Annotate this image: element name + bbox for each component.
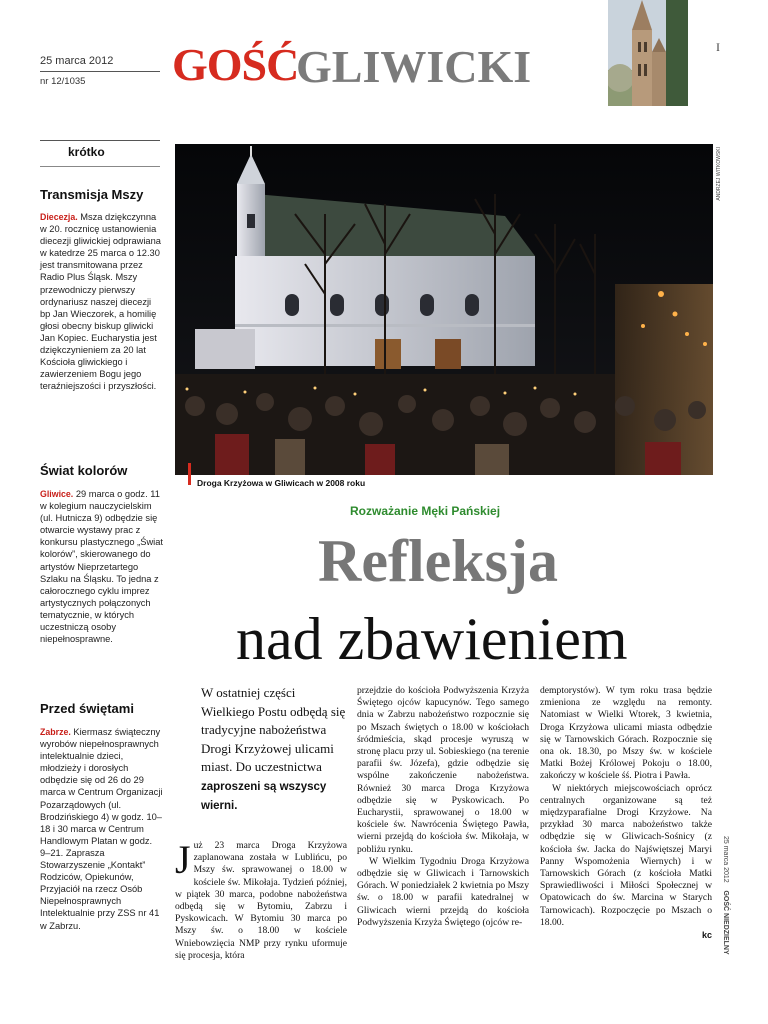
brief-text-przed: Zabrze. Kiermasz świąteczny wyrobów niepełnosprawnych intelektualnie dzieci, młodzieży i dorosłych odbędzie się od 26 do 29 marca w Centrum Organizacji Pozarządowych (ul. Brodzińskiego 4) w godz. 10–18 i 30 marca w Centrum Handlowym Platan w godz. 9–21. Zaprasza Stowarzyszenie „Kontakt” Rodziców, Opiekunów, Przyjaciół na rzecz Osób Niepełnosprawnych Intelektualnie przy ZSS nr 41 w Zabrzu. bbox=[40, 727, 163, 931]
brief-place: Diecezja. bbox=[40, 212, 78, 222]
brief-title-przed: Przed świętami bbox=[40, 701, 134, 716]
left-top-divider bbox=[40, 140, 160, 141]
side-footer bbox=[722, 836, 729, 955]
headline-line-1: Refleksja bbox=[318, 528, 558, 594]
section-label: krótko bbox=[68, 145, 105, 159]
masthead-gosc: GOŚĆ bbox=[172, 39, 299, 90]
headline-line-2: nad zbawieniem bbox=[236, 606, 628, 672]
page-number: I bbox=[716, 40, 720, 54]
brief-text-swiat: Gliwice. 29 marca o godz. 11 w kolegium nauczycielskim (ul. Hutnicza 9) odbędzie się otwarcie wystawy prac z konkursu plastycznego „Świat kolorów”, skierowanego do artystów Nieprzetartego Szlaku na Śląsku. To jedna z całorocznego cyklu imprez artystycznych połączonych tematycznie, w których uczestniczą osoby niepełnosprawne. bbox=[40, 489, 163, 645]
masthead-gliwicki: GLIWICKI bbox=[296, 41, 532, 92]
header-divider bbox=[40, 71, 160, 72]
article-lead: W ostatniej części Wielkiego Postu odbędą się tradycyjne nabożeństwa Drogi Krzyżowej ulicami miast. Do uczestnictwa zaproszeni są wszyscy wierni. bbox=[201, 685, 346, 812]
brief-place: Gliwice. bbox=[40, 489, 74, 499]
main-photo bbox=[175, 144, 713, 475]
section-divider bbox=[40, 166, 160, 167]
church-thumbnail bbox=[608, 0, 688, 106]
brief-text-transmisja: Diecezja. Msza dziękczynna w 20. rocznicę ustanowienia diecezji gliwickiej odprawiana w katedrze 25 marca o 12.30 jest transmitowana przez Radio Plus Śląsk. Mszy przewodniczy pierwszy ordynariusz naszej diecezji bp Jan Wieczorek, a homilię głosi obecny biskup gliwicki Jan Kopiec. Eucharystia jest dziękczynieniem za 20 lat Kościoła gliwickiego i zawierzeniem Bogu jego teraźniejszości i przyszłości. bbox=[40, 212, 161, 392]
article-column-1: Już 23 marca Droga Krzyżowa zaplanowana została w Lublińcu, po Mszy św. sprawowanej o 18.00 w kościele św. Mikołaja. Tydzień później, w piątek 30 marca, podobne nabożeństwa odbędą się w Bytomiu, Zabrzu i Pyskowicach. W Bytomiu 30 marca po Mszy św. o 18.00 w kościele Wniebowzięcia NMP przy rynku uformuje się procesja, która bbox=[175, 837, 347, 961]
photo-credit: ANDRZEJ WITKOWSKI bbox=[716, 147, 722, 201]
issue-number: nr 12/1035 bbox=[40, 76, 86, 87]
article-column-2: przejdzie do kościoła Podwyższenia Krzyża Świętego ojców kapucynów. Tego samego dnia w Zabrzu nabożeństwo rozpocznie się po Mszach świętych o 18.00 w kościołach śródmieścia, skąd procesje wyruszą w stronę placu przy ul. Sobieskiego (na terenie parafii św. Józefa), gdzie odbędzie się wspólne zakończenie nabożeństwa. Również 30 marca Droga Krzyżowa odbędzie się w Pyskowicach. Po Eucharystii, sprawowanej o 18.00 w kościele św. Nawrócenia Świętego Pawła, wierni przejdą do kościoła św. Mikołaja, w pobliżu rynku. W Wielkim Tygodniu Droga Krzyżowa odbędzie się w Gliwicach i Tarnowskich Górach. W poniedziałek 2 kwietnia po Mszy św. o 18.00 w parafii katedralnej w Gliwicach wierni przejdą do kościoła Podwyższenia Krzyża Świętego (ojców re- bbox=[357, 685, 529, 928]
side-date: 25 marca 2012 bbox=[722, 836, 729, 883]
article-signature: kc bbox=[701, 930, 712, 941]
photo-caption: Droga Krzyżowa w Gliwicach w 2008 roku bbox=[197, 478, 366, 488]
brief-place: Zabrze. bbox=[40, 727, 71, 737]
lead-bold: zaproszeni są wszyscy wierni. bbox=[201, 780, 327, 812]
brief-title-transmisja: Transmisja Mszy bbox=[40, 187, 144, 202]
side-brand: GOŚĆ NIEDZIELNY bbox=[722, 890, 729, 955]
article-column-3: demptorystów). W tym roku trasa będzie zmieniona ze względu na remonty. Natomiast w Wielki Wtorek, 3 kwietnia, Droga Krzyżowa ulicami miasta odbędzie się w Tarnowskich Górach. Rozpocznie się ona ok. 18.30, po Mszy św. w kościele Matki Bożej Królowej Pokoju o 18.00, zakończy w kościele śś. Piotra i Pawła. W niektórych miejscowościach oprócz centralnych organizowane są też międzyparafialne Drogi Krzyżowe. Na przykład 30 marca nabożeństwo także odbędzie się w Gliwicach-Sośnicy (z kościoła św. Jacka do Najświętszej Maryi Panny Wspomożenia Wiernych) i w Tarnowskich Górach (z kościoła Matki Sprawiedliwości i Miłości Społecznej w Opatowicach do św. Marcina w Starych Tarnowicach). Rozpoczęcie po Mszach o 18.00. kc bbox=[540, 685, 712, 941]
issue-date: 25 marca 2012 bbox=[40, 55, 114, 67]
caption-accent bbox=[188, 463, 191, 485]
article-kicker: Rozważanie Męki Pańskiej bbox=[350, 504, 501, 518]
drop-cap: J bbox=[175, 837, 191, 882]
brief-title-swiat: Świat kolorów bbox=[40, 463, 128, 478]
